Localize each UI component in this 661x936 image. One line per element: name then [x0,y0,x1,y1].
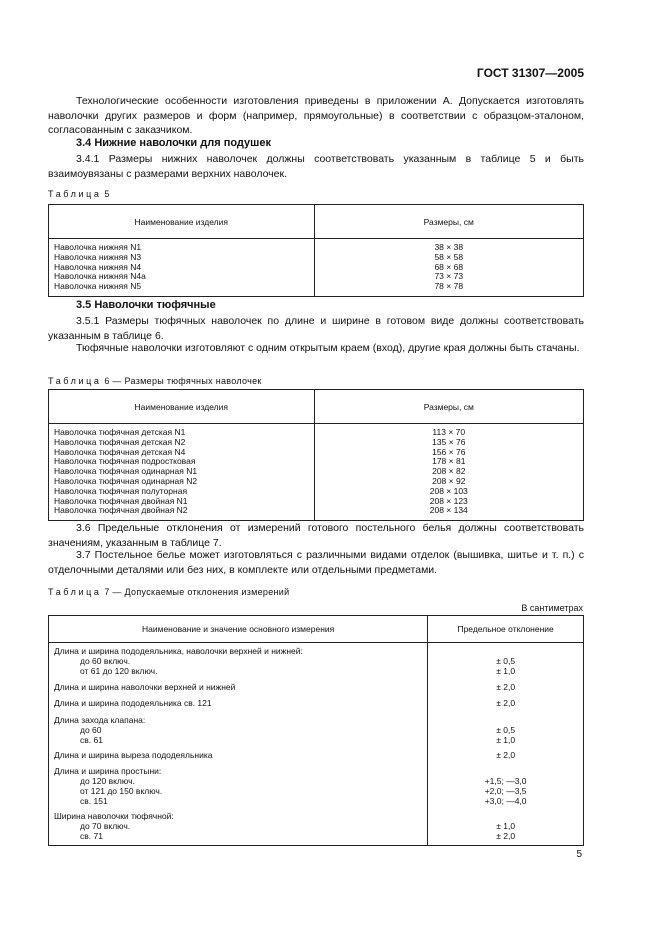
table5-size: 68 × 68 [434,261,464,272]
table6-col-size: Размеры, см [314,390,583,424]
row-value: ± 1,0 [496,665,516,676]
row-title: Длина и ширина пододеяльника св. 121 [54,698,212,709]
row-value: ± 1,0 [496,821,516,832]
caption-rest: 5 [104,189,110,199]
table5-name: Наволочка нижняя N3 [54,251,142,262]
table7-values [428,711,584,747]
table7-values [428,763,584,808]
caption-rest: 7 — Допускаемые отклонения измерений [104,587,290,597]
table7-row [49,747,428,763]
caption-word: Таблица [48,376,102,386]
table6-name: Наволочка тюфячная полуторная [54,485,188,496]
table7-row [49,643,428,679]
section-3-4-heading: 3.4 Нижние наволочки для подушек [76,137,271,149]
table6-name: Наволочка тюфячная детская N4 [54,446,186,457]
table6-size: 178 × 81 [432,456,466,467]
row-sub: до 60 [80,724,102,735]
row-sub: до 70 включ. [80,821,131,832]
caption-word: Таблица [48,189,102,199]
row-sub: св. 151 [80,795,108,806]
standard-header: ГОСТ 31307—2005 [476,66,584,80]
row-sub: до 60 включ. [80,655,131,666]
table-6 [48,389,584,521]
section-3-5-1-text-b: Тюфячные наволочки изготовляют с одним открытым краем (вход), другие края должны быть стачаны. [76,342,580,354]
row-title: Ширина наволочки тюфячной: [54,811,174,822]
table6-caption [48,376,262,386]
table7-unit: В сантиметрах [521,603,583,613]
row-value: ± 0,5 [496,655,516,666]
table6-size: 156 × 76 [432,446,466,457]
table7-row [49,763,428,808]
table6-size: 208 × 134 [429,505,468,516]
table6-sizes [314,424,583,521]
table7-values [428,747,584,763]
row-value: ± 1,0 [496,734,516,745]
caption-word: Таблица [48,587,102,597]
table5-name: Наволочка нижняя N1 [54,242,142,252]
row-title: Длина и ширина выреза пододеяльника [54,750,213,761]
table-7 [48,615,584,846]
table6-col-name: Наименование изделия [49,390,315,424]
row-value: +1,5; —3,0 [484,775,527,786]
table5-names [49,239,315,297]
row-value: +2,0; —3,5 [484,785,527,796]
table5-size: 58 × 58 [434,251,464,262]
row-value: ± 2,0 [496,698,516,709]
table6-size: 135 × 76 [432,436,466,447]
table7-row [49,808,428,845]
table7-values [428,643,584,679]
table6-name: Наволочка тюфячная детская N2 [54,436,186,447]
table5-name: Наволочка нижняя N4а [54,271,146,282]
intro-paragraph: Технологические особенности изготовления приведены в приложении А. Допускается изготовлять наволочки других размеров и форм (например, прямоугольные) в соответствии с образцом-эталоном, согласованным с заказчиком. [48,95,584,136]
table6-name: Наволочка тюфячная подростковая [54,456,196,467]
table5-name: Наволочка нижняя N5 [54,281,142,292]
row-title: Длина и ширина пододеяльника, наволочки верхней и нижней: [54,646,303,656]
page-number: 5 [576,849,582,860]
table7-col-name: Наименование и значение основного измерения [49,616,428,643]
section-3-5-heading: 3.5 Наволочки тюфячные [76,299,216,311]
table5-col-name: Наименование изделия [49,205,315,239]
table5-col-size: Размеры, см [314,205,583,239]
table6-names [49,424,315,521]
row-sub: от 121 до 150 включ. [80,785,163,796]
row-sub: св. 71 [80,830,103,841]
table5-name: Наволочка нижняя N4 [54,261,142,272]
table7-row [49,695,428,711]
table6-name: Наволочка тюфячная одинарная N1 [54,466,198,477]
section-3-6-text: 3.6 Предельные отклонения от измерений готового постельного белья должны соответствовать значениям, указанным в таблице 7. [48,522,584,549]
table5-size: 78 × 78 [434,281,464,292]
table7-row [49,678,428,695]
row-value: ± 0,5 [496,724,516,735]
section-3-5-1-text: 3.5.1 Размеры тюфячных наволочек по длине и ширине в готовом виде должны соответствовать указанным в таблице 6. [48,315,584,342]
table-5 [48,204,584,297]
table7-values [428,808,584,845]
table6-name: Наволочка тюфячная одинарная N2 [54,475,198,486]
row-sub: св. 61 [80,734,103,745]
row-value: +3,0; —4,0 [484,795,527,806]
table5-caption [48,189,110,199]
table5-sizes [314,239,583,297]
table6-size: 208 × 92 [432,475,466,486]
table6-size: 208 × 123 [429,495,468,506]
section-3-4-1-text: 3.4.1 Размеры нижних наволочек должны соответствовать указанным в таблице 5 и быть взаимоувязаны с размерами верхних наволочек. [48,153,584,180]
table7-caption [48,587,289,597]
row-value: ± 2,0 [496,682,516,693]
table7-row [49,711,428,747]
table6-name: Наволочка тюфячная двойная N1 [54,495,188,506]
table5-size: 38 × 38 [434,242,464,252]
table6-size: 208 × 82 [432,466,466,477]
table6-size: 208 × 103 [429,485,468,496]
row-title: Длина захода клапана: [54,714,146,725]
table6-name: Наволочка тюфячная двойная N2 [54,505,188,516]
table7-values [428,695,584,711]
row-value: ± 2,0 [496,830,516,841]
table7-col-deviation: Предельное отклонение [428,616,584,643]
caption-rest: 6 — Размеры тюфячных наволочек [104,376,262,386]
section-3-7-text: 3.7 Постельное белье может изготовляться с различными видами отделок (вышивка, шитье и т. п.) с отделочными деталями или без них, в комплекте или отдельными предметами. [48,549,584,576]
row-sub: от 61 до 120 включ. [80,665,158,676]
row-sub: до 120 включ. [80,775,135,786]
row-value: ± 2,0 [496,750,516,761]
table6-name: Наволочка тюфячная детская N1 [54,427,186,437]
table7-values [428,678,584,695]
row-title: Длина и ширина наволочки верхней и нижней [54,682,236,693]
table5-size: 73 × 73 [434,271,464,282]
table6-size: 113 × 70 [432,427,466,437]
row-title: Длина и ширина простыни: [54,766,162,777]
